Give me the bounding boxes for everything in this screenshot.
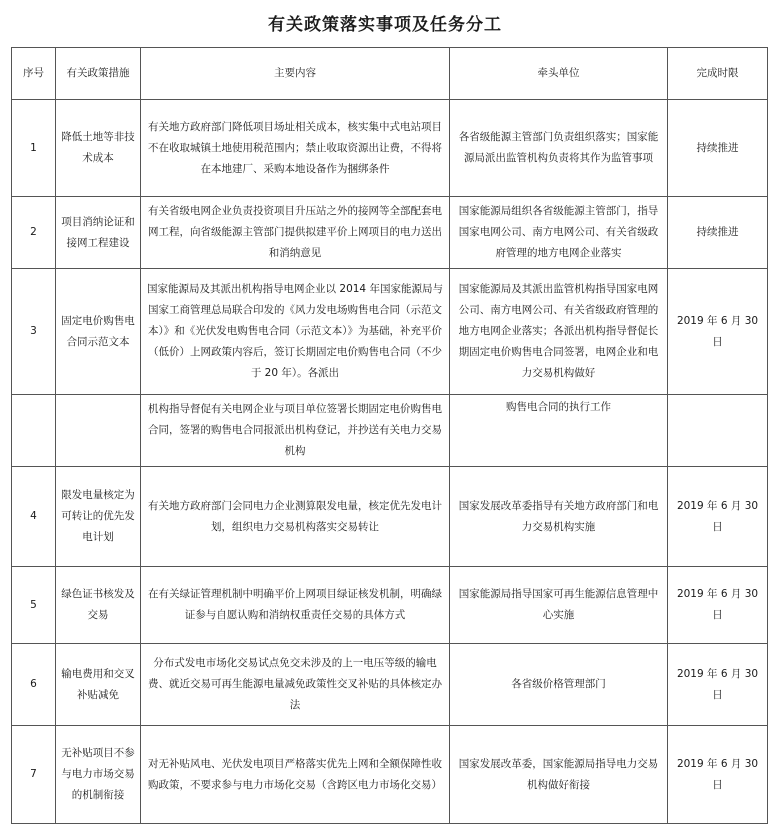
row-deadline: 2019 年 6 月 30 日 [668,644,768,726]
row-content: 国家能源局及其派出机构指导电网企业以 2014 年国家能源局与国家工商管理总局联合印发的《风力发电场购售电合同（示范文本）》和《光伏发电购售电合同（示范文本）》为基础，补充平价（低价）上网政策内容后，签订长期固定电价购售电合同（不少于 20 年）。各派出 [141,269,450,395]
task-table [11,47,768,824]
row-deadline: 2019 年 6 月 30 日 [668,726,768,824]
row-seq: 6 [12,644,56,726]
row-lead: 国家能源局指导国家可再生能源信息管理中心实施 [450,567,668,644]
row-content: 在有关绿证管理机制中明确平价上网项目绿证核发机制，明确绿证参与自愿认购和消纳权重责任交易的具体方式 [141,567,450,644]
row-seq: 7 [12,726,56,824]
table-row [12,395,768,467]
row-measure: 限发电量核定为可转让的优先发电计划 [56,467,141,567]
table-row [12,197,768,269]
row-deadline: 2019 年 6 月 30 日 [668,269,768,395]
row-seq [12,395,56,467]
row-content: 有关省级电网企业负责投资项目升压站之外的接网等全部配套电网工程，向省级能源主管部门提供拟建平价上网项目的电力送出和消纳意见 [141,197,450,269]
row-lead: 国家发展改革委指导有关地方政府部门和电力交易机构实施 [450,467,668,567]
row-seq: 5 [12,567,56,644]
row-deadline: 持续推进 [668,197,768,269]
row-seq: 1 [12,100,56,197]
row-measure: 固定电价购售电合同示范文本 [56,269,141,395]
row-measure: 无补贴项目不参与电力市场交易的机制衔接 [56,726,141,824]
table-row [12,726,768,824]
row-lead: 国家能源局及其派出监管机构指导国家电网公司、南方电网公司、有关省级政府管理的地方电网企业落实；各派出机构指导督促长期固定电价购售电合同签署，电网企业和电力交易机构做好 [450,269,668,395]
row-seq: 2 [12,197,56,269]
row-lead: 国家发展改革委，国家能源局指导电力交易机构做好衔接 [450,726,668,824]
row-content: 有关地方政府部门降低项目场址相关成本，核实集中式电站项目不在收取城镇土地使用税范围内；禁止收取资源出让费，不得将在本地建厂、采购本地设备作为捆绑条件 [141,100,450,197]
table-row [12,269,768,395]
row-lead: 各省级能源主管部门负责组织落实；国家能源局派出监管机构负责将其作为监管事项 [450,100,668,197]
header-seq: 序号 [12,48,56,100]
row-lead: 各省级价格管理部门 [450,644,668,726]
table-row [12,644,768,726]
header-content: 主要内容 [141,48,450,100]
row-seq: 4 [12,467,56,567]
table-row [12,100,768,197]
row-measure: 绿色证书核发及交易 [56,567,141,644]
header-measure: 有关政策措施 [56,48,141,100]
table-row [12,567,768,644]
header-row [12,48,768,100]
row-content: 对无补贴风电、光伏发电项目严格落实优先上网和全额保障性收购政策，不要求参与电力市场化交易（含跨区电力市场化交易） [141,726,450,824]
header-lead: 牵头单位 [450,48,668,100]
page-title: 有关政策落实事项及任务分工 [268,15,502,35]
header-deadline: 完成时限 [668,48,768,100]
row-lead: 购售电合同的执行工作 [450,395,668,467]
row-deadline: 持续推进 [668,100,768,197]
row-measure: 项目消纳论证和接网工程建设 [56,197,141,269]
row-measure: 输电费用和交叉补贴减免 [56,644,141,726]
table-row [12,467,768,567]
row-deadline: 2019 年 6 月 30 日 [668,567,768,644]
row-lead: 国家能源局组织各省级能源主管部门，指导国家电网公司、南方电网公司、有关省级政府管理的地方电网企业落实 [450,197,668,269]
row-content: 机构指导督促有关电网企业与项目单位签署长期固定电价购售电合同，签署的购售电合同报派出机构登记，并抄送有关电力交易机构 [141,395,450,467]
row-measure: 降低土地等非技术成本 [56,100,141,197]
row-measure [56,395,141,467]
row-deadline: 2019 年 6 月 30 日 [668,467,768,567]
row-deadline [668,395,768,467]
row-seq: 3 [12,269,56,395]
row-content: 分布式发电市场化交易试点免交未涉及的上一电压等级的输电费、就近交易可再生能源电量减免政策性交叉补贴的具体核定办法 [141,644,450,726]
row-content: 有关地方政府部门会同电力企业测算限发电量，核定优先发电计划，组织电力交易机构落实交易转让 [141,467,450,567]
